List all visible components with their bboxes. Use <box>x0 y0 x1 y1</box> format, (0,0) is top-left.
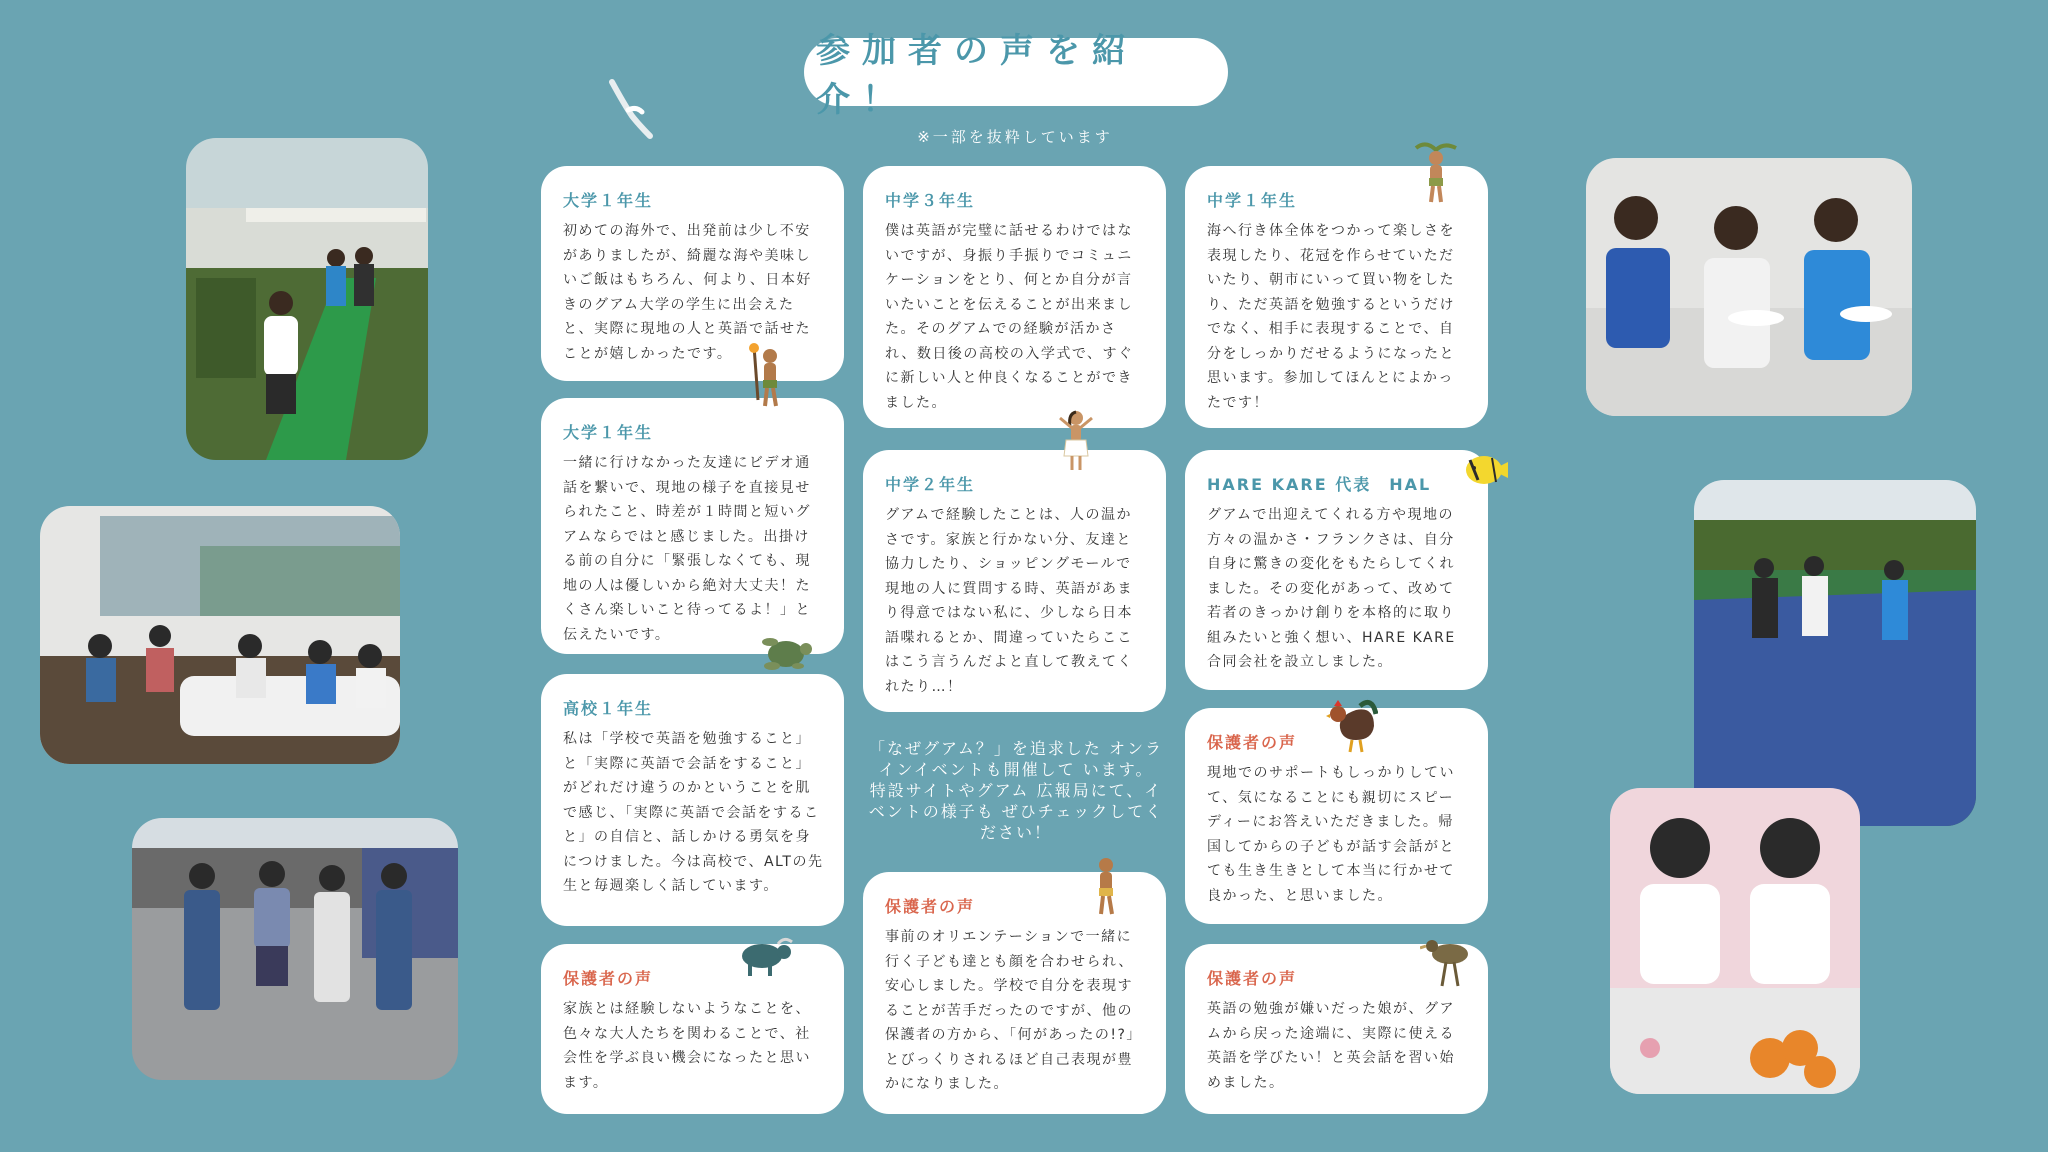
testimonial-heading: 保護者の声 <box>1207 969 1298 988</box>
photo-stairs <box>186 138 428 460</box>
chamorro-man-icon <box>1086 856 1126 916</box>
rail-bird-icon <box>1420 930 1476 988</box>
page-subtitle: ※一部を抜粋しています <box>917 128 1113 146</box>
testimonial-heading: 中学１年生 <box>1207 191 1298 210</box>
testimonial-text: 現地でのサポートもしっかりしていて、気になることにも親切にスピーディーにお答えいただきました。帰国してからの子どもが話す会話がとても生き生きとして本当に行かせて良かった、と思いました。 <box>1207 765 1455 904</box>
palm-figure-icon <box>1406 138 1464 204</box>
testimonial-text: 一緒に行けなかった友達にビデオ通話を繋いで、現地の様子を直接見せられたこと、時差が１時間と短いグアムならではと感じました。出掛ける前の自分に「緊張しなくても、現地の人は優しいから絶対大丈夫！たくさん楽しいこと待ってるよ！」と伝えたいです。 <box>563 455 811 643</box>
testimonial-heading: 中学２年生 <box>885 475 976 494</box>
testimonial-heading: 高校１年生 <box>563 699 654 718</box>
online-event-note: 「なぜグアム？」を追求した オンラインイベントも開催して います。 特設サイトやグアム 広報局にて、イベントの様子も ぜひチェックしてください！ <box>868 739 1164 842</box>
photo-lounge <box>40 506 400 764</box>
testimonial-text: 家族とは経験しないようなことを、色々な大人たちを関わることで、社会性を学ぶ良い機会になったと思います。 <box>563 1001 811 1091</box>
testimonial-heading: 大学１年生 <box>563 191 654 210</box>
testimonial-heading: 大学１年生 <box>563 423 654 442</box>
page-title-pill <box>804 31 1228 120</box>
testimonial-card-1 <box>541 166 844 381</box>
testimonial-heading: 保護者の声 <box>1207 733 1298 752</box>
page-title: 参加者の声を紹介！ <box>816 31 1138 120</box>
photo-boys-eating <box>1586 158 1912 416</box>
photo-market <box>132 818 458 1080</box>
testimonial-text: グアムで出迎えてくれる方や現地の方々の温かさ・フランクさは、自分自身に驚きの変化をもたらしてくれました。その変化があって、改めて若者のきっかけ創りを本格的に取り組みたいと強く想い、HARE KARE合同会社を設立しました。 <box>1207 507 1456 670</box>
testimonial-card-2 <box>541 398 844 654</box>
rooster-icon <box>1326 696 1378 754</box>
testimonial-card-5 <box>863 166 1166 428</box>
testimonial-heading: 中学３年生 <box>885 191 976 210</box>
photo-flower-craft <box>1610 788 1860 1094</box>
testimonial-heading: 保護者の声 <box>885 897 976 916</box>
seagull-icon <box>606 78 656 142</box>
photo-tennis-court <box>1694 480 1976 826</box>
testimonial-text: 私は「学校で英語を勉強すること」と「実際に英語で会話をすること」がどれだけ違うのかということを肌で感じ、「実際に英語で会話をすること」の自信と、話しかける勇気を身につけました。今は高校で、ALTの先生と毎週楽しく話しています。 <box>563 731 824 894</box>
testimonial-heading: 保護者の声 <box>563 969 654 988</box>
testimonial-text: 初めての海外で、出発前は少し不安がありましたが、綺麗な海や美味しいご飯はもちろん、何より、日本好きのグアム大学の学生に出会えたと、実際に現地の人と英語で話せたことが嬉しかったです。 <box>563 223 812 362</box>
testimonial-text: 事前のオリエンテーションで一緒に行く子ども達とも顔を合わせられ、安心しました。学校で自分を表現することが苦手だったのですが、他の保護者の方から、「何があったの!?」とびっくりされるほど自己表現が豊かになりました。 <box>885 929 1142 1092</box>
testimonial-text: 僕は英語が完璧に話せるわけではないですが、身振り手振りでコミュニケーションをとり、何とか自分が言いたいことを伝えることが出来ました。そのグアムでの経験が活かされ、数日後の高校の入学式で、すぐに新しい人と仲良くなることができました。 <box>885 223 1134 411</box>
testimonial-card-6 <box>863 450 1166 712</box>
turtle-icon <box>756 630 816 676</box>
hula-dancer-icon <box>1054 406 1098 472</box>
tribal-warrior-icon <box>748 340 788 410</box>
buffalo-icon <box>734 934 794 978</box>
testimonial-card-9 <box>1185 450 1488 690</box>
testimonial-text: 英語の勉強が嫌いだった娘が、グアムから戻った途端に、実際に使える英語を学びたい！と英会話を習い始めました。 <box>1207 1001 1455 1091</box>
testimonial-heading: HARE KARE 代表 HAL <box>1207 475 1432 494</box>
testimonial-text: 海へ行き体全体をつかって楽しさを表現したり、花冠を作らせていただいたり、朝市にいって買い物をしたり、ただ英語を勉強するというだけでなく、相手に表現することで、自分をしっかりだせるようになったと思います。参加してほんとによかったです！ <box>1207 223 1455 411</box>
testimonial-card-8 <box>1185 166 1488 428</box>
butterflyfish-icon <box>1462 452 1508 488</box>
testimonial-text: グアムで経験したことは、人の温かさです。家族と行かない分、友達と協力したり、ショッピングモールで現地の人に質問する時、英語があまり得意ではない私に、少しなら日本語喋れるとか、間違っていたらここはこう言うんだよと直して教えてくれたり…！ <box>885 507 1133 695</box>
testimonial-card-4 <box>541 944 844 1114</box>
testimonial-card-3 <box>541 674 844 926</box>
